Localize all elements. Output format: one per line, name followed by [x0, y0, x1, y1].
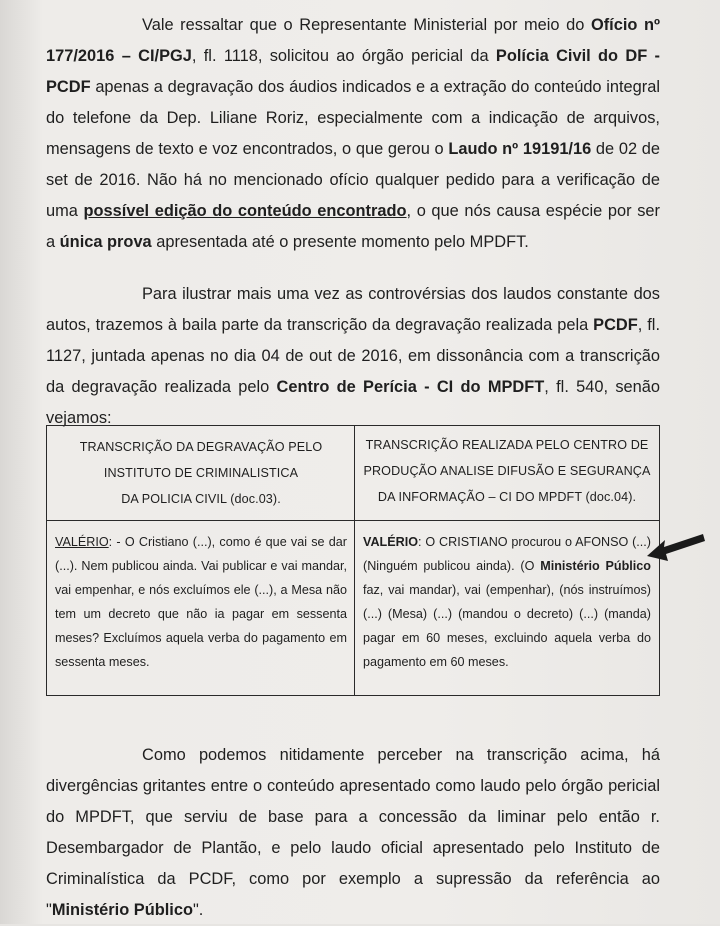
header-left-line: INSTITUTO DE CRIMINALISTICA — [103, 466, 299, 480]
text-segment: apenas a degravação dos áudios indicados e a extração do conteúdo integral do telefone da Dep. Liliane Roriz, especialmente com a indicação de arquivos, mensagens de texto e voz encontrados, o que gerou o — [46, 78, 660, 158]
text-segment: Para ilustrar mais uma vez as controvérsias dos laudos constante dos autos, trazemos à baila parte da transcrição da degravação realizada pela — [46, 285, 660, 334]
text-segment: Vale ressaltar que o Representante Ministerial por meio do — [142, 16, 591, 34]
text-segment: faz, vai mandar), vai (empenhar), (nós instruímos) (...) (Mesa) (...) (mandou o decreto) (...) (manda) pagar em 60 meses, excluindo aquela verba do pagamento em 60 meses. — [363, 583, 651, 669]
text-segment: PCDF — [593, 316, 638, 334]
arrow-left-icon — [643, 530, 707, 566]
text-segment: apresentada até o presente momento pelo MPDFT. — [151, 233, 529, 251]
text-segment: ". — [192, 901, 204, 919]
paragraph-2 — [46, 279, 660, 434]
text-segment: Polícia Civil do DF - PCDF — [46, 47, 660, 96]
text-segment: Ministério Público — [540, 559, 651, 573]
text-segment: : - O Cristiano (...), como é que vai se dar (...). Nem publicou ainda. Vai publicar e vai mandar, vai empenhar, e nós excluímos ele (...), a Mesa não tem um decreto que não ia pagar em sessenta meses? Excluímos aquela verba do pagamento em sessenta meses. — [55, 535, 347, 669]
header-left-line: DA POLICIA CIVIL (doc.03). — [121, 492, 281, 506]
header-right-line: PRODUÇÃO ANALISE DIFUSÃO E SEGURANÇA — [363, 464, 651, 478]
text-segment: , fl. 1127, juntada apenas no dia 04 de out de 2016, em dissonância com a transcrição da degravação realizada pelo — [46, 316, 660, 396]
text-segment: , fl. 1118, solicitou ao órgão pericial da — [191, 47, 496, 65]
text-segment: única prova — [59, 233, 152, 251]
paragraph-3 — [46, 740, 660, 926]
text-segment: VALÉRIO — [363, 535, 419, 549]
table-cell-right — [363, 530, 651, 674]
text-segment: Centro de Perícia - CI do MPDFT — [276, 378, 545, 396]
text-segment: : O CRISTIANO procurou o AFONSO (...) (Ninguém publicou ainda). (O — [363, 535, 651, 573]
text-segment: possível edição do conteúdo encontrado — [83, 202, 407, 220]
transcription-table — [46, 425, 660, 696]
paragraph-1 — [46, 10, 660, 258]
header-right-line: TRANSCRIÇÃO REALIZADA PELO CENTRO DE — [365, 438, 649, 452]
paragraph-3-text — [46, 740, 660, 926]
text-segment: VALÉRIO — [55, 535, 109, 549]
paragraph-2-text — [46, 279, 660, 434]
table-header-right — [359, 432, 655, 510]
header-left-line: TRANSCRIÇÃO DA DEGRAVAÇÃO PELO — [79, 440, 323, 454]
text-segment: de 02 de set de 2016. Não há no mencionado ofício qualquer pedido para a verificação de uma — [46, 140, 661, 220]
table-header-left — [53, 434, 349, 512]
table-column-divider — [354, 426, 355, 695]
text-segment: , o que nós causa espécie por ser a — [46, 202, 660, 251]
text-segment: Ministério Público — [51, 901, 193, 919]
table-row-divider — [47, 520, 659, 521]
text-segment: Laudo nº 19191/16 — [448, 140, 592, 158]
header-right-line: DA INFORMAÇÃO – CI DO MPDFT (doc.04). — [377, 490, 637, 504]
table-cell-left — [55, 530, 347, 674]
paragraph-1-text — [46, 10, 660, 258]
text-segment: Ofício nº 177/2016 – CI/PGJ — [46, 16, 660, 65]
text-segment: Como podemos nitidamente perceber na transcrição acima, há divergências gritantes entre o conteúdo apresentado como laudo pelo órgão pericial do MPDFT, que serviu de base para a concessão da liminar pelo então r. Desembargador de Plantão, e pelo laudo oficial apresentado pelo Instituto de Criminalística da PCDF, como por exemplo a supressão da referência ao " — [46, 746, 660, 919]
text-segment: , fl. 540, senão vejamos: — [46, 378, 660, 427]
